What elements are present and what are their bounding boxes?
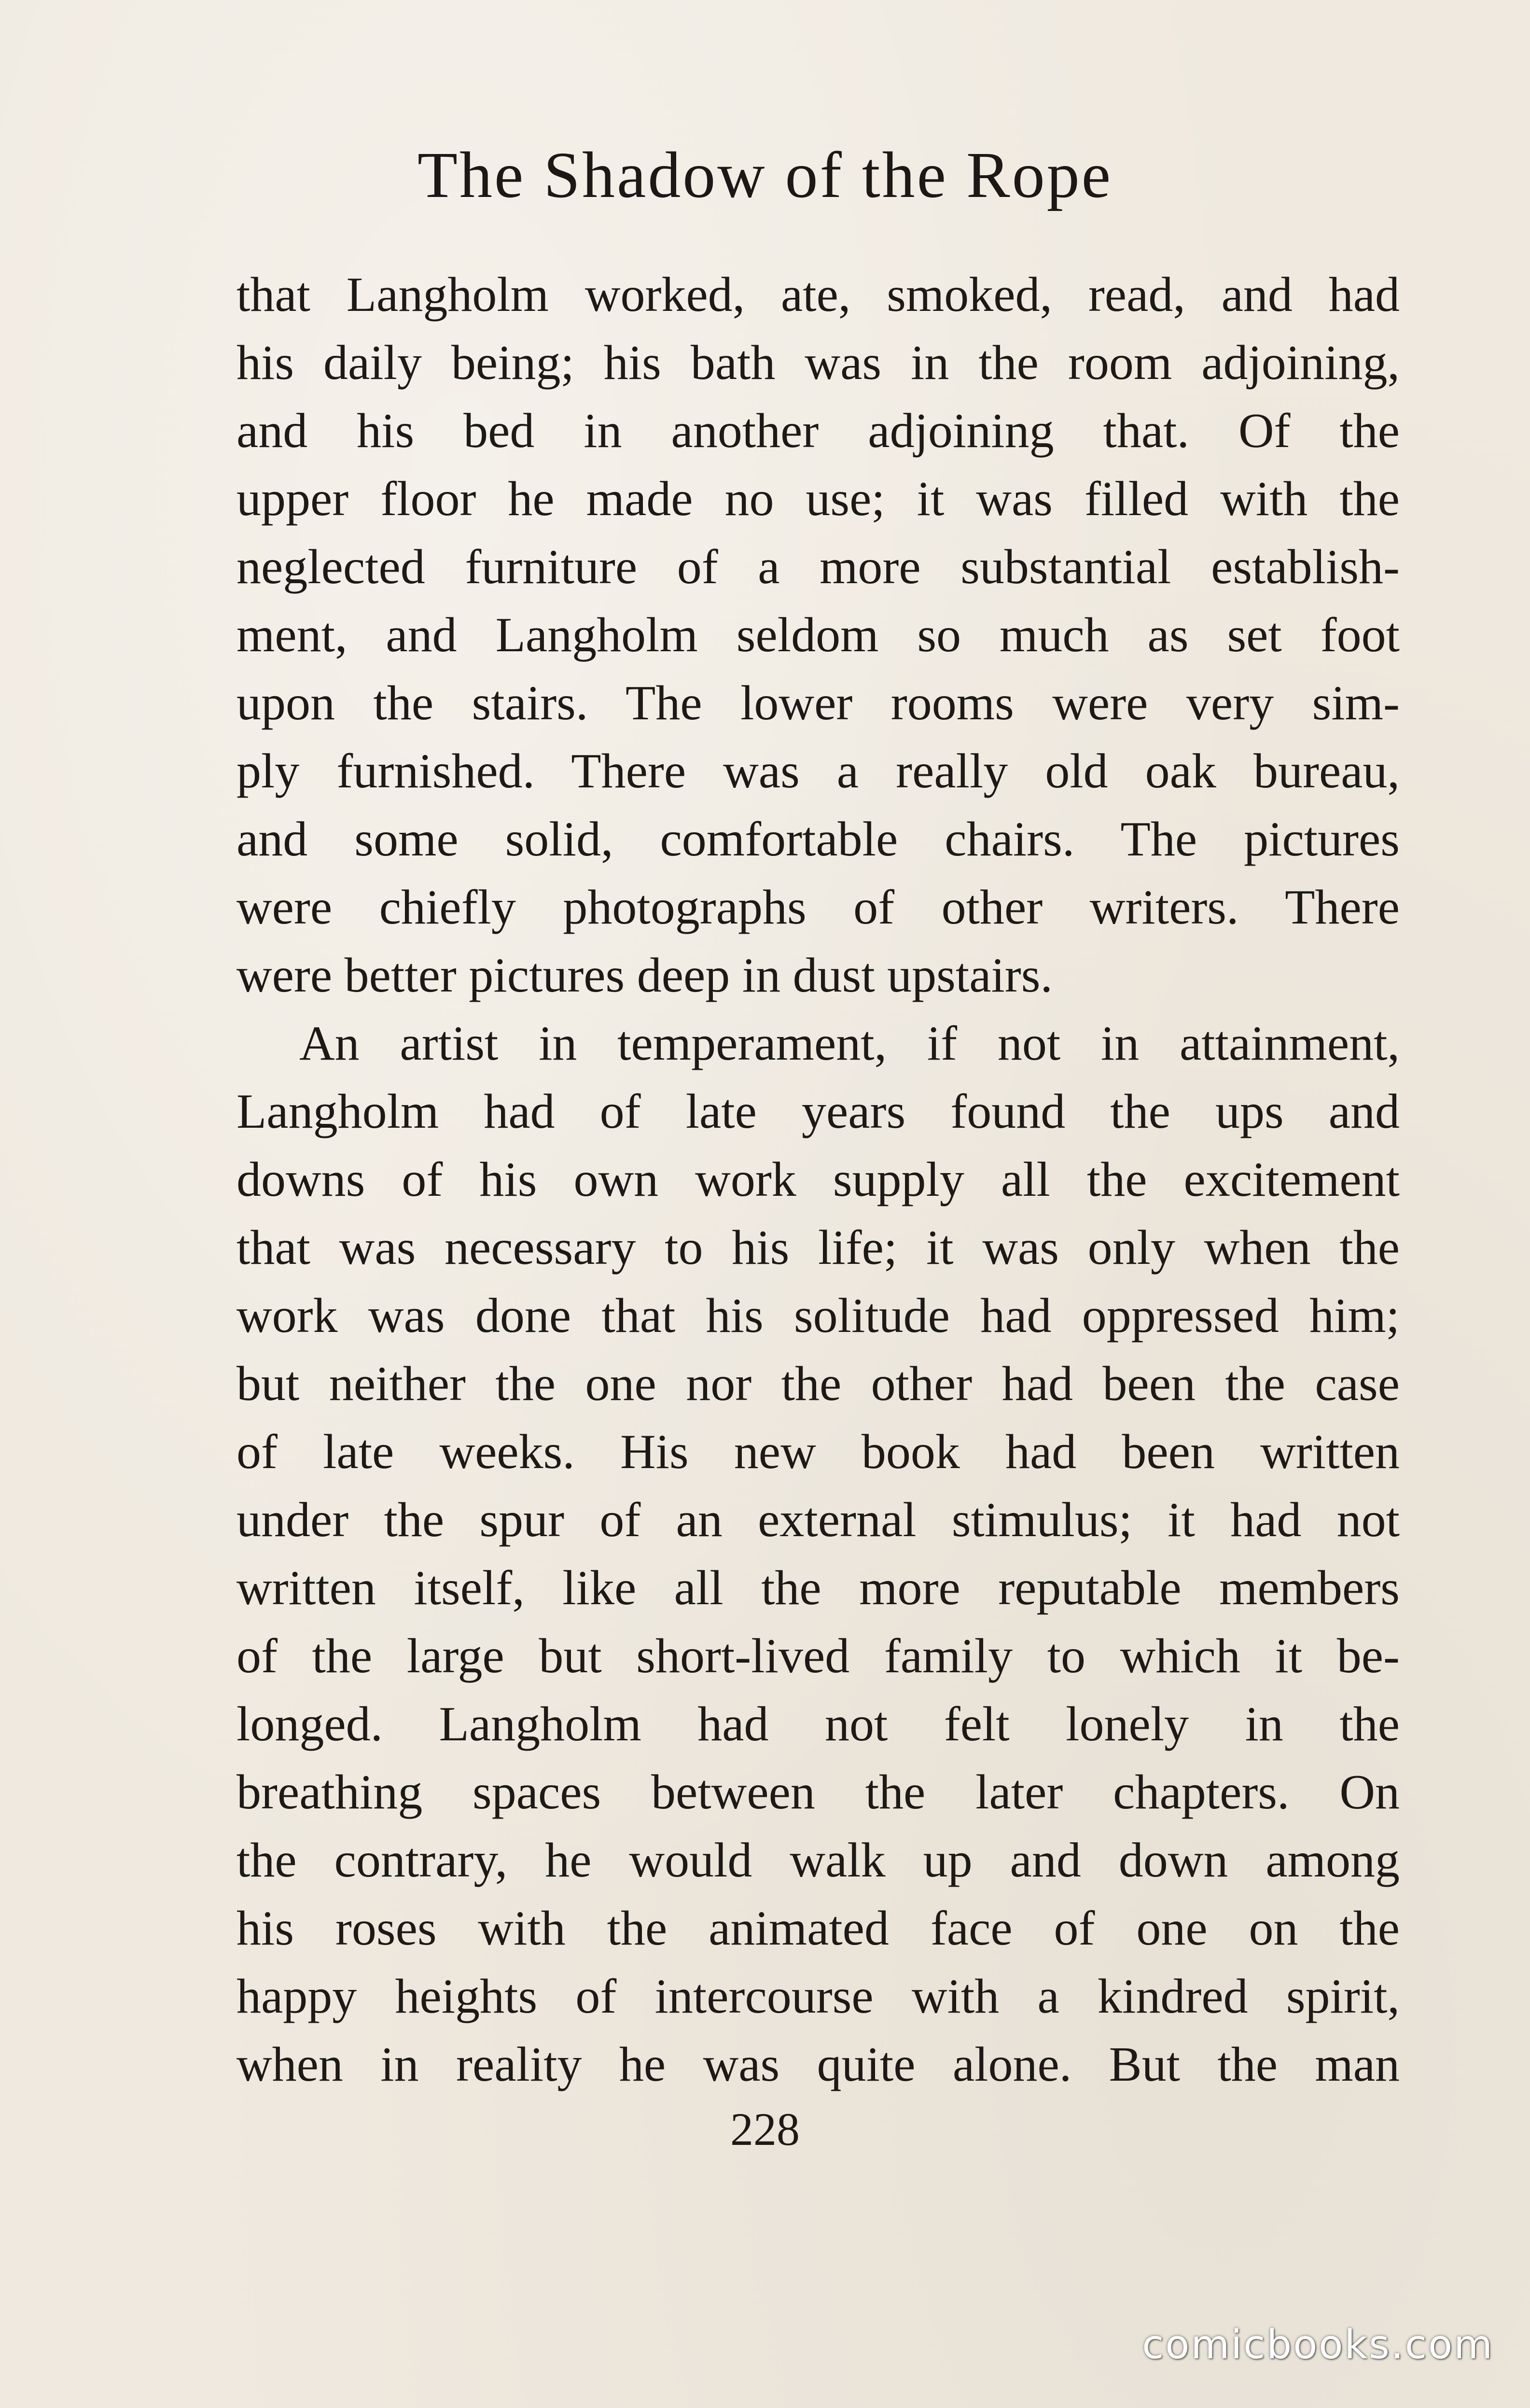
text-line: and his bed in another adjoining that. Of the — [236, 404, 1400, 458]
text-line: written itself, like all the more reputable members — [236, 1561, 1400, 1615]
text-line: ply furnished. There was a really old oak bureau, — [236, 744, 1400, 798]
text-line: the contrary, he would walk up and down among — [236, 1833, 1400, 1888]
text-line: breathing spaces between the later chapters. On — [236, 1765, 1400, 1820]
text-line: but neither the one nor the other had been the case — [236, 1357, 1400, 1411]
text-line: of the large but short-lived family to which it be- — [236, 1629, 1400, 1683]
text-line: his daily being; his bath was in the room adjoining, — [236, 336, 1400, 390]
text-line: upper floor he made no use; it was filled with the — [236, 472, 1400, 526]
text-line: and some solid, comfortable chairs. The pictures — [236, 812, 1400, 867]
paragraph-first-line: An artist in temperament, if not in attainment, — [299, 1016, 1400, 1071]
text-line: happy heights of intercourse with a kindred spirit, — [236, 1969, 1400, 2024]
text-line: longed. Langholm had not felt lonely in the — [236, 1697, 1400, 1751]
text-line: neglected furniture of a more substantial establish- — [236, 540, 1400, 594]
page-number: 228 — [730, 2103, 800, 2155]
body-text — [236, 261, 1400, 2099]
text-line: downs of his own work supply all the excitement — [236, 1152, 1400, 1207]
text-line: of late weeks. His new book had been written — [236, 1425, 1400, 1479]
text-line: that was necessary to his life; it was only when the — [236, 1220, 1400, 1275]
text-line: that Langholm worked, ate, smoked, read, and had — [236, 267, 1400, 322]
text-line: Langholm had of late years found the ups and — [236, 1084, 1400, 1139]
text-line: were better pictures deep in dust upstairs. — [236, 948, 1053, 1003]
text-line: were chiefly photographs of other writers. There — [236, 880, 1400, 935]
watermark: comicbooks.com — [1142, 2322, 1494, 2368]
text-line: when in reality he was quite alone. But the man — [236, 2037, 1400, 2092]
text-line: upon the stairs. The lower rooms were very sim- — [236, 676, 1400, 730]
text-line: work was done that his solitude had oppressed him; — [236, 1288, 1400, 1343]
text-line: ment, and Langholm seldom so much as set foot — [236, 608, 1400, 662]
text-line: his roses with the animated face of one on the — [236, 1901, 1400, 1956]
running-head: The Shadow of the Rope — [417, 139, 1113, 211]
text-line: under the spur of an external stimulus; it had not — [236, 1493, 1400, 1547]
